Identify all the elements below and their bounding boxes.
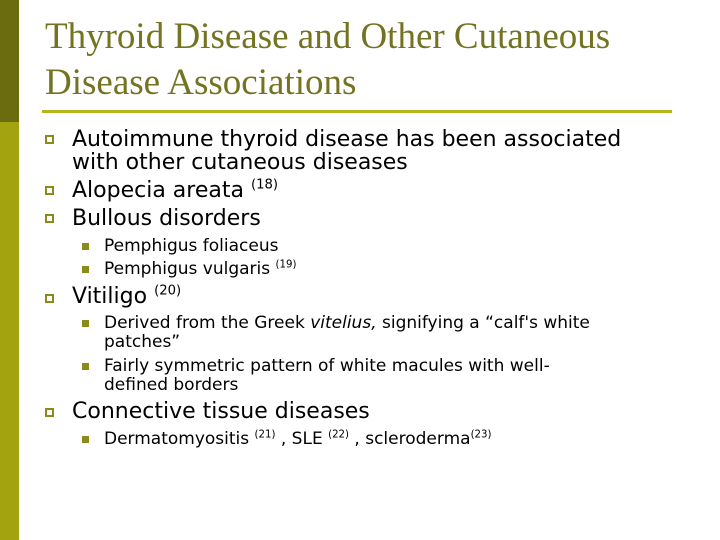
title-line-1: Thyroid Disease and Other Cutaneous: [45, 16, 611, 57]
title-line-2: Disease Associations: [45, 62, 357, 103]
square-bullet-icon: [45, 408, 54, 417]
filled-bullet-icon: [82, 266, 89, 273]
square-bullet-icon: [45, 214, 54, 223]
sub-bullet-greek-origin-line-2: patches”: [104, 332, 181, 352]
square-bullet-icon: [45, 135, 54, 144]
sub-bullet-symmetric-line-2: defined borders: [104, 375, 239, 395]
sub-bullet-symmetric-line-1: Fairly symmetric pattern of white macules with well-: [104, 356, 550, 376]
bullet-connective-tissue: Connective tissue diseases: [72, 399, 370, 424]
bullet-autoimmune-line-2: with other cutaneous diseases: [72, 150, 408, 175]
sub-bullet-greek-origin-line-1: Derived from the Greek vitelius, signifying a “calf's white: [104, 313, 590, 333]
bullet-vitiligo: Vitiligo $^{(20)}$: [72, 283, 182, 309]
bullet-bullous: Bullous disorders: [72, 206, 261, 231]
filled-bullet-icon: [82, 320, 89, 327]
sub-bullet-pemphigus-vulgaris: Pemphigus vulgaris $^{(19)}$: [104, 259, 297, 279]
filled-bullet-icon: [82, 243, 89, 250]
square-bullet-icon: [45, 186, 54, 195]
bullet-alopecia: Alopecia areata $^{(18)}$: [72, 177, 279, 203]
sub-bullet-dermatomyositis: Dermatomyositis $^{(21)}$ , SLE $^{(22)}$ , scleroderma$^{(23)}$: [104, 429, 492, 449]
filled-bullet-icon: [82, 436, 89, 443]
sub-bullet-pemphigus-foliaceus: Pemphigus foliaceus: [104, 236, 279, 256]
bullet-autoimmune-line-1: Autoimmune thyroid disease has been associated: [72, 127, 622, 152]
filled-bullet-icon: [82, 363, 89, 370]
square-bullet-icon: [45, 294, 54, 303]
